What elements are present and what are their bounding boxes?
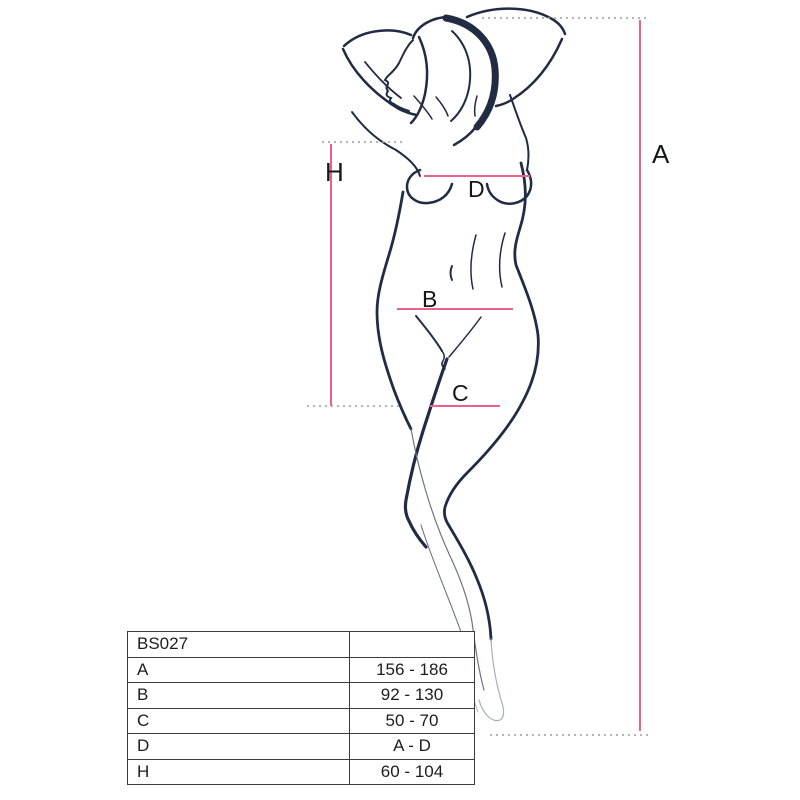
pubic-line-left: [416, 316, 442, 351]
label-measure-a: A: [652, 139, 670, 169]
right-arm-inner: [496, 39, 562, 106]
left-shoulder-line: [352, 112, 420, 176]
row-value-cell: A - D: [350, 734, 475, 760]
measurement-lines: [331, 20, 640, 731]
row-value-cell: 92 - 130: [350, 683, 475, 709]
hair-face-edge: [411, 37, 427, 123]
size-table: [127, 631, 475, 785]
face-profile: [385, 40, 413, 111]
ab-right-line: [500, 233, 505, 287]
pubic-line-right: [449, 317, 481, 357]
left-arm-outer: [344, 30, 411, 46]
shin-light-line: [491, 639, 502, 703]
row-label-cell: D: [128, 734, 350, 760]
row-value-cell: 156 - 186: [350, 657, 475, 683]
row-label-cell: H: [128, 759, 350, 785]
row-label-cell: B: [128, 683, 350, 709]
table-row: [128, 657, 475, 683]
torso-left-side: [377, 192, 411, 429]
row-label-cell: C: [128, 708, 350, 734]
foot-pointed-toe: [479, 700, 504, 721]
navel-mark: [451, 266, 453, 280]
front-thigh-line: [405, 359, 447, 547]
row-value-cell: 60 - 104: [350, 759, 475, 785]
hair-inner-strand: [451, 31, 470, 121]
table-row: [128, 683, 475, 709]
left-breast-curve: [407, 170, 452, 203]
label-measure-h: H: [325, 157, 344, 187]
table-row: [128, 708, 475, 734]
header-value-cell: [350, 632, 475, 658]
right-shoulder-line: [510, 95, 528, 170]
label-measure-b: B: [422, 286, 438, 312]
hair-neck-strand: [475, 96, 477, 116]
row-label-cell: A: [128, 657, 350, 683]
product-code-cell: BS027: [128, 632, 350, 658]
ab-center-line: [471, 235, 476, 289]
hair-tip: [454, 124, 478, 145]
woman-outline: [343, 9, 565, 733]
table-row: [128, 734, 475, 760]
hand-finger-stroke-2: [436, 97, 448, 116]
table-header-row: [128, 632, 475, 658]
left-arm-lower: [343, 49, 417, 115]
right-arm-outer: [467, 9, 565, 34]
table-row: [128, 759, 475, 785]
label-measure-c: C: [452, 380, 469, 406]
row-value-cell: 50 - 70: [350, 708, 475, 734]
label-measure-d: D: [468, 176, 485, 202]
